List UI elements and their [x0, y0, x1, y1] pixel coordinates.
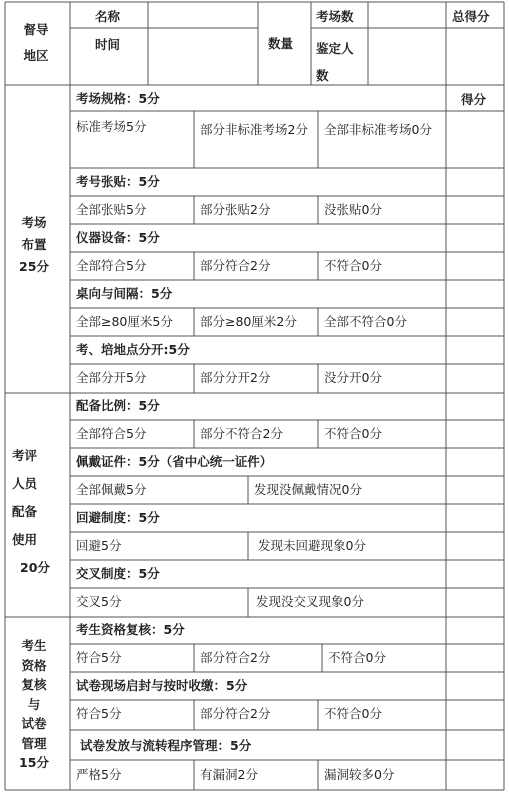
item-heading: 回避制度：5分 [76, 510, 160, 525]
score-label: 得分 [461, 92, 487, 107]
section-title-line: 试卷 [21, 716, 47, 731]
section-title-candidates [4, 636, 64, 773]
option-cell: 全部张贴5分 [76, 202, 147, 217]
section-title-line: 20分 [20, 560, 50, 575]
option-cell: 全部符合5分 [76, 258, 147, 273]
option-cell: 标准考场5分 [76, 119, 147, 134]
region-label-line: 督导 [23, 22, 49, 37]
item-heading: 试卷发放与流转程序管理：5分 [80, 738, 252, 753]
option-cell: 有漏洞2分 [200, 767, 258, 782]
option-cell: 部分张贴2分 [200, 202, 271, 217]
option-cell: 全部佩戴5分 [76, 482, 147, 497]
option-cell: 不符合0分 [324, 258, 382, 273]
option-cell: 全部不符合0分 [324, 314, 407, 329]
assessor-count-value-cell[interactable] [370, 30, 442, 84]
time-value-cell[interactable] [150, 30, 254, 84]
option-cell: 交叉5分 [76, 594, 122, 609]
section-title-line: 考生 [21, 638, 47, 653]
item-heading: 配备比例：5分 [76, 398, 160, 413]
item-heading: 考生资格复核：5分 [76, 622, 185, 637]
option-cell: 部分符合2分 [200, 258, 271, 273]
option-cell: 符合5分 [76, 650, 122, 665]
section-title-line: 与 [27, 696, 41, 712]
option-cell: 不符合0分 [328, 650, 386, 665]
exam-room-count-value-cell[interactable] [370, 4, 442, 26]
item-heading: 桌向与间隔：5分 [76, 286, 173, 301]
quantity-label: 数量 [268, 36, 294, 51]
option-cell: 全部符合5分 [76, 426, 147, 441]
section-title-line: 25分 [19, 259, 49, 274]
option-cell: 部分符合2分 [200, 650, 271, 665]
assessor-count-label-line: 鉴定人 [316, 41, 354, 56]
option-cell: 发现没交叉现象0分 [256, 594, 364, 609]
total-score-value-cell[interactable] [447, 30, 505, 84]
assessor-count-label [316, 35, 354, 89]
option-cell: 全部分开5分 [76, 370, 147, 385]
option-cell: 不符合0分 [324, 426, 382, 441]
option-cell: 部分符合2分 [200, 706, 271, 721]
assessor-count-label-line: 数 [316, 68, 329, 83]
section-title-line: 15分 [19, 755, 49, 770]
item-heading: 仪器设备：5分 [76, 230, 160, 245]
option-cell: 部分分开2分 [200, 370, 271, 385]
section-title-line: 配备 [12, 504, 38, 519]
name-label: 名称 [95, 9, 121, 24]
section-title-line: 管理 [21, 735, 47, 751]
section-title-line: 复核 [21, 677, 47, 692]
option-cell: 回避5分 [76, 538, 122, 553]
section-title-line: 布置 [21, 237, 47, 252]
option-cell: 严格5分 [76, 767, 122, 782]
option-cell: 漏洞较多0分 [324, 767, 395, 782]
option-cell: 符合5分 [76, 706, 122, 721]
item-heading: 考、培地点分开:5分 [76, 342, 190, 357]
option-cell: 没张贴0分 [324, 202, 382, 217]
section-title-venue [4, 212, 64, 278]
option-cell: 部分非标准考场2分 [200, 122, 308, 137]
time-label: 时间 [95, 37, 121, 52]
section-title-line: 考场 [21, 215, 47, 230]
option-cell: 没分开0分 [324, 370, 382, 385]
option-cell: 发现没佩戴情况0分 [254, 482, 362, 497]
option-cell: 部分不符合2分 [200, 426, 283, 441]
section-title-line: 使用 [12, 532, 38, 547]
option-cell: 发现未回避现象0分 [258, 538, 366, 553]
section-title-line: 考评 [12, 448, 38, 463]
item-heading: 佩戴证件：5分（省中心统一证件） [76, 454, 273, 469]
section-title-line: 资格 [21, 657, 47, 673]
item-heading: 试卷现场启封与按时收缴：5分 [76, 678, 248, 693]
region-label [6, 17, 66, 69]
option-cell: 部分≥80厘米2分 [200, 314, 297, 329]
option-cell: 不符合0分 [324, 706, 382, 721]
name-value-cell[interactable] [150, 4, 254, 26]
item-heading: 考号张贴：5分 [76, 174, 160, 189]
item-heading: 考场规格：5分 [76, 91, 160, 106]
option-cell: 全部非标准考场0分 [324, 122, 432, 137]
exam-room-count-label: 考场数 [316, 9, 354, 24]
section-title-assessors [12, 442, 50, 582]
total-score-label: 总得分 [452, 9, 490, 24]
option-cell: 全部≥80厘米5分 [76, 314, 173, 329]
region-label-line: 地区 [23, 48, 49, 63]
section-title-line: 人员 [12, 476, 38, 491]
item-heading: 交叉制度：5分 [76, 566, 160, 581]
